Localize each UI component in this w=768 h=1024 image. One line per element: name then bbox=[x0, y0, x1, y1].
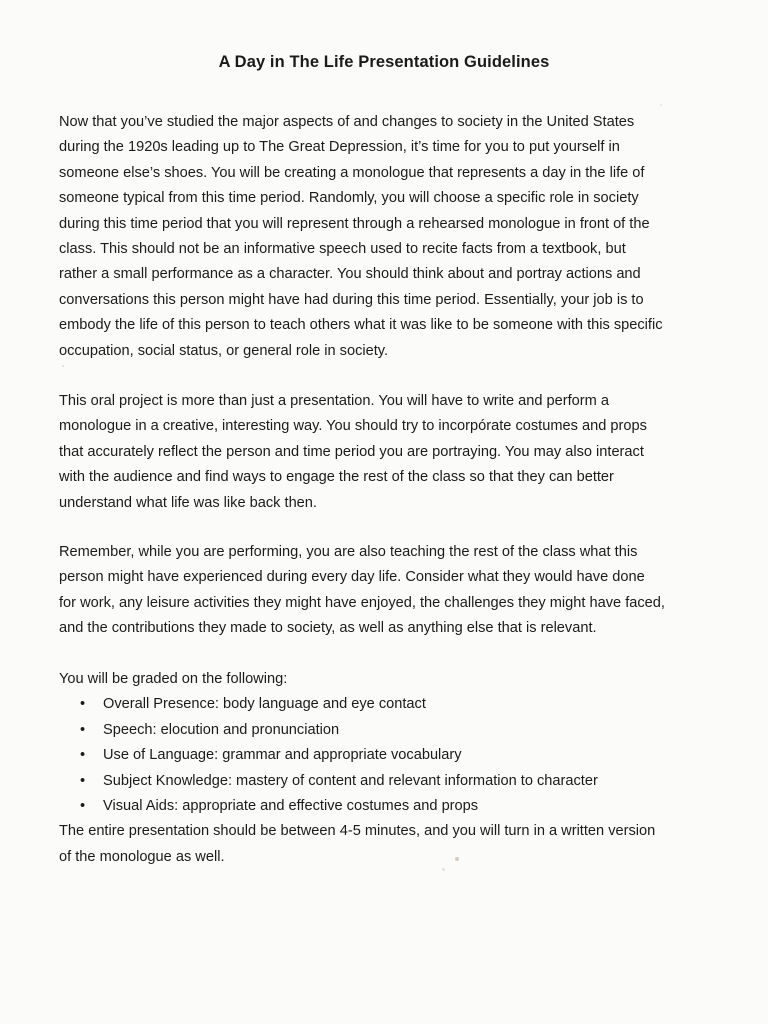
grading-criteria-list bbox=[59, 692, 719, 819]
closing-line: The entire presentation should be between 4-5 minutes, and you will turn in a written version bbox=[59, 823, 656, 840]
bullet-icon: • bbox=[80, 772, 86, 789]
text-line: Remember, while you are performing, you are also teaching the rest of the class what this bbox=[59, 544, 638, 560]
paragraph-remember bbox=[59, 540, 719, 642]
page-title: A Day in The Life Presentation Guidelines bbox=[218, 53, 550, 71]
text-line: Now that you’ve studied the major aspects of and changes to society in the United States bbox=[59, 114, 635, 130]
text-line: class. This should not be an informative speech used to recite facts from a textbook, but bbox=[59, 241, 626, 258]
paragraph-introduction bbox=[59, 110, 719, 364]
criterion-text: Speech: elocution and pronunciation bbox=[103, 721, 340, 738]
scan-speck bbox=[62, 365, 64, 367]
criterion-text: Overall Presence: body language and eye contact bbox=[103, 696, 426, 713]
scan-speck bbox=[660, 104, 662, 106]
list-item bbox=[59, 794, 719, 819]
bullet-icon: • bbox=[80, 696, 86, 713]
scan-speck bbox=[455, 857, 459, 861]
text-line: monologue in a creative, interesting way. You should try to incorpórate costumes and props bbox=[59, 418, 647, 435]
bullet-icon: • bbox=[80, 721, 86, 738]
criterion-text: Visual Aids: appropriate and effective costumes and props bbox=[103, 797, 479, 814]
text-line: during this time period that you will represent through a rehearsed monologue in front of the bbox=[59, 215, 650, 232]
scan-speck bbox=[442, 868, 445, 871]
text-line: with the audience and find ways to engage the rest of the class so that they can better bbox=[59, 469, 614, 486]
text-line: understand what life was like back then. bbox=[59, 494, 317, 511]
text-line: rather a small performance as a character. You should think about and portray actions and bbox=[59, 266, 641, 283]
grading-section bbox=[59, 667, 719, 870]
text-line: for work, any leisure activities they might have enjoyed, the challenges they might have faced, bbox=[59, 594, 665, 611]
text-line: conversations this person might have had during this time period. Essentially, your job is to bbox=[59, 291, 644, 308]
bullet-icon: • bbox=[80, 797, 86, 814]
criterion-text: Subject Knowledge: mastery of content and relevant information to character bbox=[103, 772, 598, 789]
closing-line: of the monologue as well. bbox=[59, 848, 225, 865]
list-item bbox=[59, 769, 719, 794]
bullet-icon: • bbox=[80, 747, 86, 764]
text-line: This oral project is more than just a presentation. You will have to write and perform a bbox=[59, 393, 609, 409]
text-line: someone typical from this time period. Randomly, you will choose a specific role in society bbox=[59, 190, 639, 207]
text-line: that accurately reflect the person and time period you are portraying. You may also interact bbox=[59, 443, 644, 460]
text-line: someone else’s shoes. You will be creating a monologue that represents a day in the life of bbox=[59, 164, 645, 181]
text-line: embody the life of this person to teach others what it was like to be someone with this specific bbox=[59, 317, 663, 334]
text-line: person might have experienced during every day life. Consider what they would have done bbox=[59, 569, 645, 586]
list-item bbox=[59, 718, 719, 743]
text-line: occupation, social status, or general role in society. bbox=[59, 342, 389, 359]
list-item bbox=[59, 692, 719, 717]
paragraph-oral-project bbox=[59, 389, 719, 516]
text-line: and the contributions they made to society, as well as anything else that is relevant. bbox=[59, 620, 597, 637]
text-line: during the 1920s leading up to The Great Depression, it’s time for you to put yourself in bbox=[59, 139, 620, 156]
grading-intro: You will be graded on the following: bbox=[59, 671, 288, 687]
criterion-text: Use of Language: grammar and appropriate vocabulary bbox=[103, 747, 462, 764]
list-item bbox=[59, 743, 719, 768]
